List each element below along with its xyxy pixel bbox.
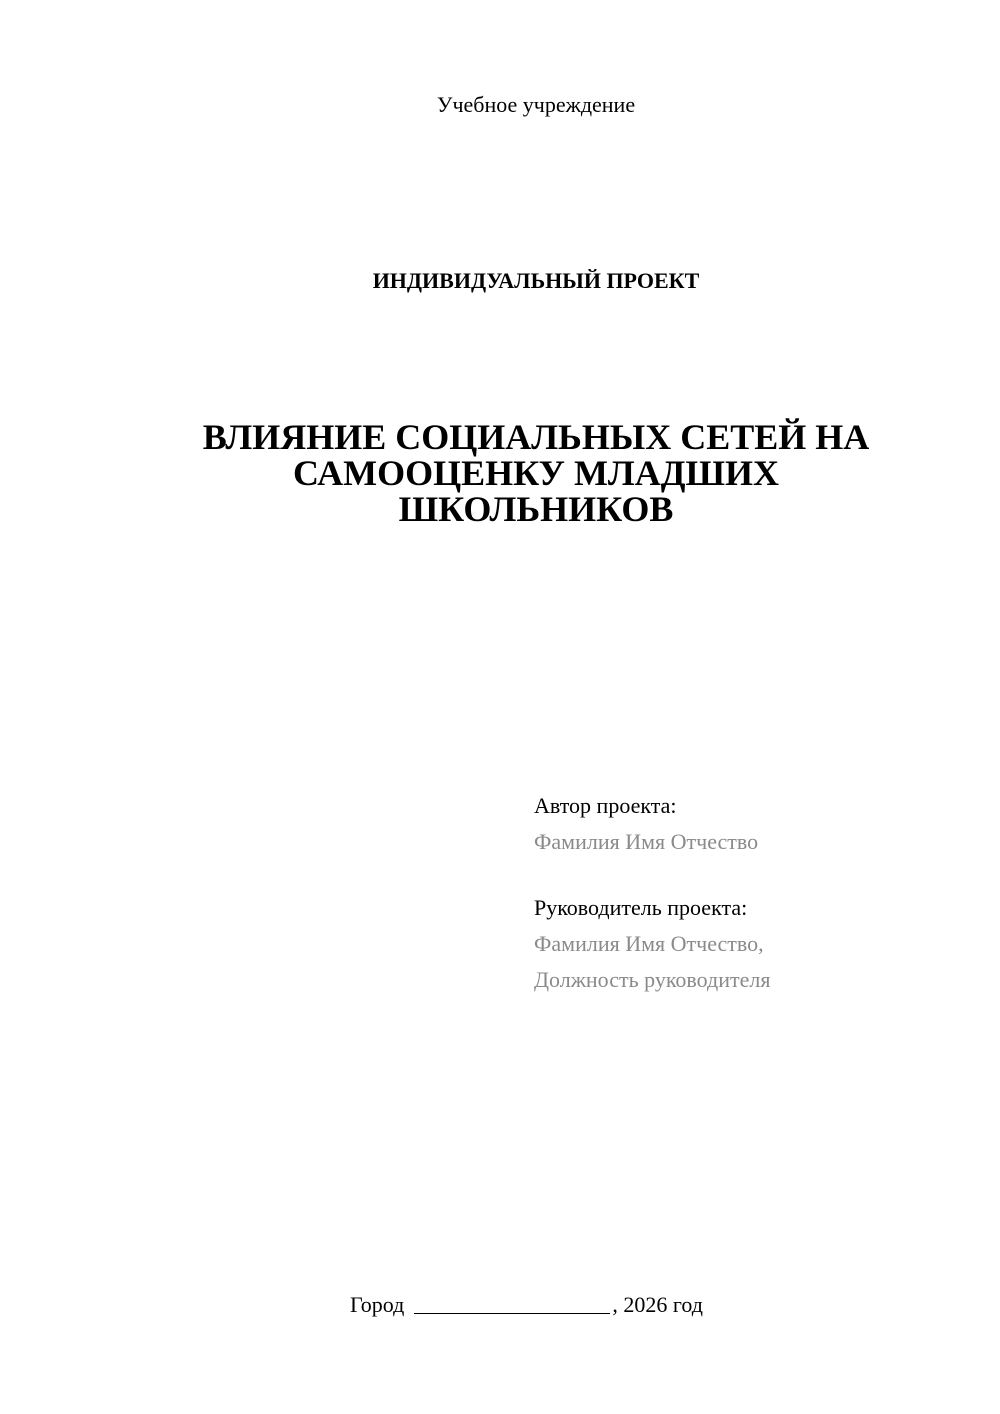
footer-city-year [350, 1291, 703, 1319]
supervisor-name-placeholder: Фамилия Имя Отчество, [534, 931, 764, 956]
supervisor-label: Руководитель проекта: [534, 895, 748, 920]
institution-name: Учебное учреждение [436, 92, 636, 117]
project-title-line: ВЛИЯНИЕ СОЦИАЛЬНЫХ СЕТЕЙ НА [202, 417, 870, 457]
project-title-line: ШКОЛЬНИКОВ [398, 489, 674, 529]
year-text: , 2026 год [612, 1292, 703, 1317]
document-type: ИНДИВИДУАЛЬНЫЙ ПРОЕКТ [372, 268, 700, 293]
project-title [150, 419, 922, 527]
city-label: Город [350, 1292, 405, 1317]
author-name-placeholder: Фамилия Имя Отчество [534, 829, 759, 854]
city-blank-line [414, 1293, 610, 1314]
credits-block [534, 788, 974, 998]
author-label: Автор проекта: [534, 793, 677, 818]
spacer [534, 860, 974, 890]
supervisor-position-placeholder: Должность руководителя [534, 967, 771, 992]
project-title-line: САМООЦЕНКУ МЛАДШИХ [292, 453, 780, 493]
